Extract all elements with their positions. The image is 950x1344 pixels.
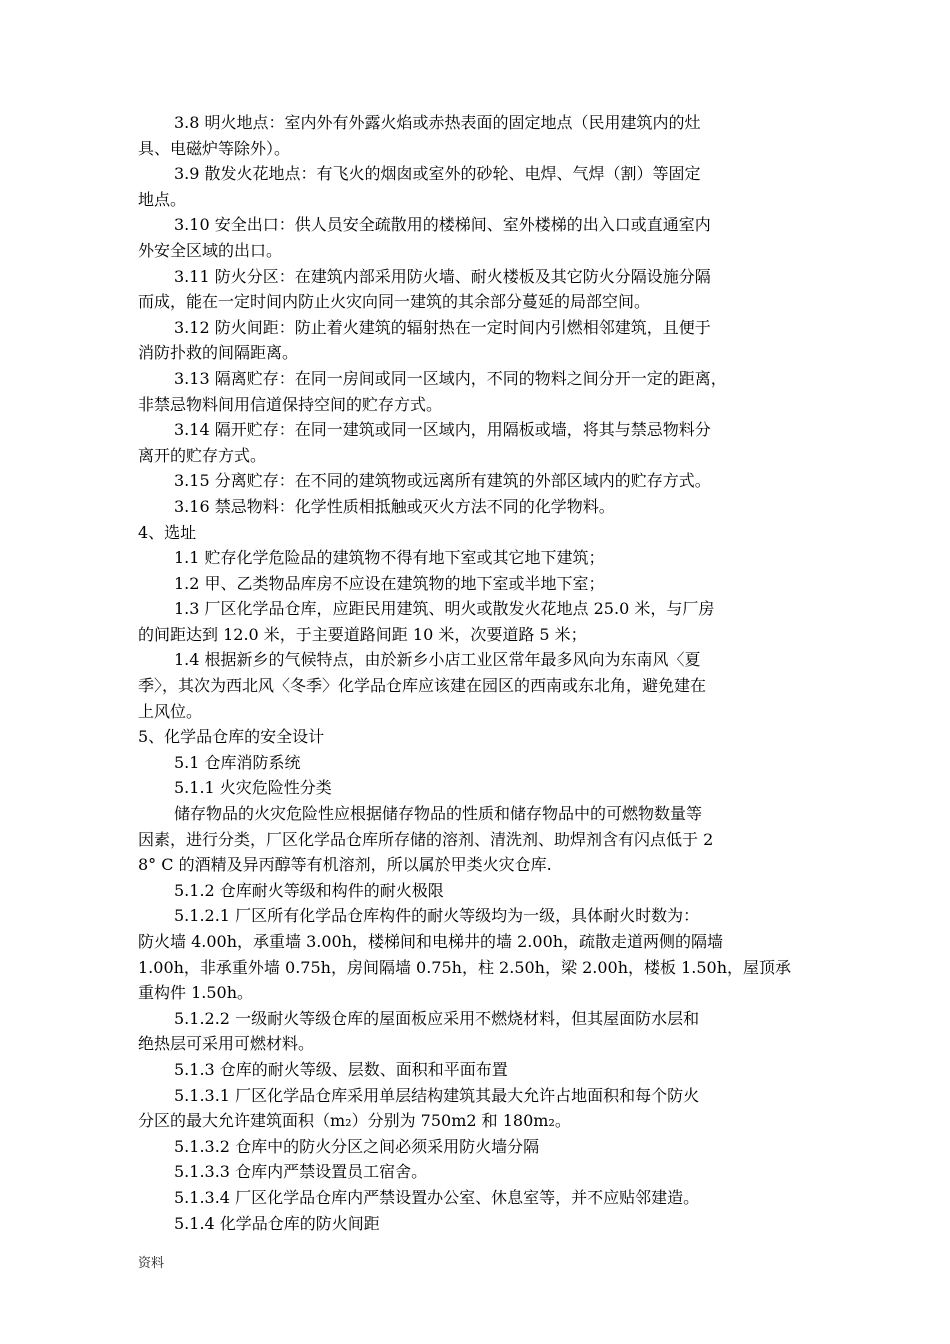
text-line: 1.1 贮存化学危险品的建筑物不得有地下室或其它地下建筑；: [174, 548, 605, 568]
page-footer: 资料: [138, 1256, 165, 1271]
paragraph: [138, 468, 818, 494]
text-line: 3.9 散发火花地点：有飞火的烟囱或室外的砂轮、电焊、气焊（割）等固定: [174, 164, 701, 184]
text-line: 5.1.3 仓库的耐火等级、层数、面积和平面布置: [174, 1059, 508, 1079]
text-line: 4、选址: [138, 522, 197, 542]
text-line: 防火墙 4.00h，承重墙 3.00h，楼梯间和电梯井的墙 2.00h，疏散走道两侧的隔墙: [138, 932, 724, 951]
text-line: 而成，能在一定时间内防止火灾向同一建筑的其余部分蔓延的局部空间。: [138, 292, 651, 312]
document-body: [138, 110, 818, 1236]
text-line: 3.13 隔离贮存：在同一房间或同一区域内，不同的物料之间分开一定的距离，: [174, 368, 727, 388]
paragraph: [138, 1159, 818, 1185]
text-line: 1.4 根据新乡的气候特点，由於新乡小店工业区常年最多风向为东南风〈夏: [174, 650, 701, 670]
paragraph: [138, 1211, 818, 1237]
text-line: 3.16 禁忌物料：化学性质相抵触或灭火方法不同的化学物料。: [174, 496, 615, 516]
text-line: 1.00h，非承重外墙 0.75h，房间隔墙 0.75h，柱 2.50h，梁 2.00h，楼板 1.50h，屋顶承: [138, 957, 792, 977]
text-line: 5.1.2.2 一级耐火等级仓库的屋面板应采用不燃烧材料，但其屋面防水层和: [174, 1008, 700, 1028]
paragraph: [138, 417, 818, 468]
text-line: 8° C 的酒精及异丙醇等有机溶剂，所以属於甲类火灾仓库.: [138, 855, 552, 875]
text-line: 3.15 分离贮存：在不同的建筑物或远离所有建筑的外部区域内的贮存方式。: [174, 471, 711, 491]
text-line: 的间距达到 12.0 米，于主要道路间距 10 米，次要道路 5 米；: [138, 624, 587, 644]
text-line: 5.1.3.4 厂区化学品仓库内严禁设置办公室、休息室等，并不应贴邻建造。: [174, 1187, 700, 1207]
paragraph: [138, 212, 818, 263]
paragraph: [138, 750, 818, 776]
text-line: 绝热层可采用可燃材料。: [138, 1034, 315, 1054]
paragraph: [138, 724, 818, 750]
paragraph: [138, 1185, 818, 1211]
text-line: 1.3 厂区化学品仓库，应距民用建筑、明火或散发火花地点 25.0 米，与厂房: [174, 599, 715, 619]
paragraph: [138, 1134, 818, 1160]
paragraph: [138, 1083, 818, 1134]
text-line: 因素，进行分类，厂区化学品仓库所存储的溶剂、清洗剂、助焊剂含有闪点低于 2: [138, 829, 714, 849]
paragraph: [138, 315, 818, 366]
text-line: 5.1.3.1 厂区化学品仓库采用单层结构建筑其最大允许占地面积和每个防火: [174, 1085, 700, 1105]
text-line: 具、电磁炉等除外）。: [138, 138, 291, 158]
text-line: 非禁忌物料间用信道保持空间的贮存方式。: [138, 394, 443, 414]
paragraph: [138, 878, 818, 904]
paragraph: [138, 110, 818, 161]
text-line: 季〉，其次为西北风〈冬季〉化学品仓库应该建在园区的西南或东北角，避免建在: [138, 676, 707, 696]
text-line: 5.1 仓库消防系统: [174, 752, 301, 772]
text-line: 外安全区域的出口。: [138, 240, 283, 260]
text-line: 地点。: [138, 189, 187, 209]
text-line: 重构件 1.50h。: [138, 983, 254, 1003]
text-line: 储存物品的火灾危险性应根据储存物品的性质和储存物品中的可燃物数量等: [174, 804, 703, 824]
paragraph: [138, 647, 818, 724]
text-line: 3.14 隔开贮存：在同一建筑或同一区域内，用隔板或墙，将其与禁忌物料分: [174, 420, 711, 440]
paragraph: [138, 1006, 818, 1057]
text-line: 3.11 防火分区：在建筑内部采用防火墙、耐火楼板及其它防火分隔设施分隔: [174, 266, 711, 286]
text-line: 5.1.4 化学品仓库的防火间距: [174, 1213, 380, 1233]
paragraph: [138, 366, 818, 417]
text-line: 5.1.2 仓库耐火等级和构件的耐火极限: [174, 880, 444, 900]
paragraph: [138, 161, 818, 212]
paragraph: [138, 571, 818, 597]
text-line: 1.2 甲、乙类物品库房不应设在建筑物的地下室或半地下室；: [174, 573, 605, 593]
text-line: 上风位。: [138, 701, 203, 721]
paragraph: [138, 545, 818, 571]
text-line: 5.1.3.2 仓库中的防火分区之间必须采用防火墙分隔: [174, 1136, 540, 1156]
text-line: 离开的贮存方式。: [138, 445, 267, 465]
paragraph: [138, 1057, 818, 1083]
text-line: 5.1.1 火灾危险性分类: [174, 778, 332, 798]
text-line: 消防扑救的间隔距离。: [138, 343, 299, 363]
paragraph: [138, 264, 818, 315]
paragraph: [138, 903, 818, 1005]
text-line: 3.8 明火地点：室内外有外露火焰或赤热表面的固定地点（民用建筑内的灶: [174, 113, 701, 132]
text-line: 3.12 防火间距：防止着火建筑的辐射热在一定时间内引燃相邻建筑，且便于: [174, 317, 711, 337]
text-line: 5、化学品仓库的安全设计: [138, 727, 325, 747]
paragraph: [138, 775, 818, 801]
paragraph: [138, 801, 818, 878]
paragraph: [138, 596, 818, 647]
text-line: 5.1.3.3 仓库内严禁设置员工宿舍。: [174, 1162, 428, 1182]
text-line: 分区的最大允许建筑面积（m₂）分别为 750m2 和 180m₂。: [138, 1111, 571, 1131]
text-line: 5.1.2.1 厂区所有化学品仓库构件的耐火等级均为一级，具体耐火时数为：: [174, 906, 700, 926]
paragraph: [138, 494, 818, 520]
paragraph: [138, 520, 818, 546]
text-line: 3.10 安全出口：供人员安全疏散用的楼梯间、室外楼梯的出入口或直通室内: [174, 215, 711, 235]
